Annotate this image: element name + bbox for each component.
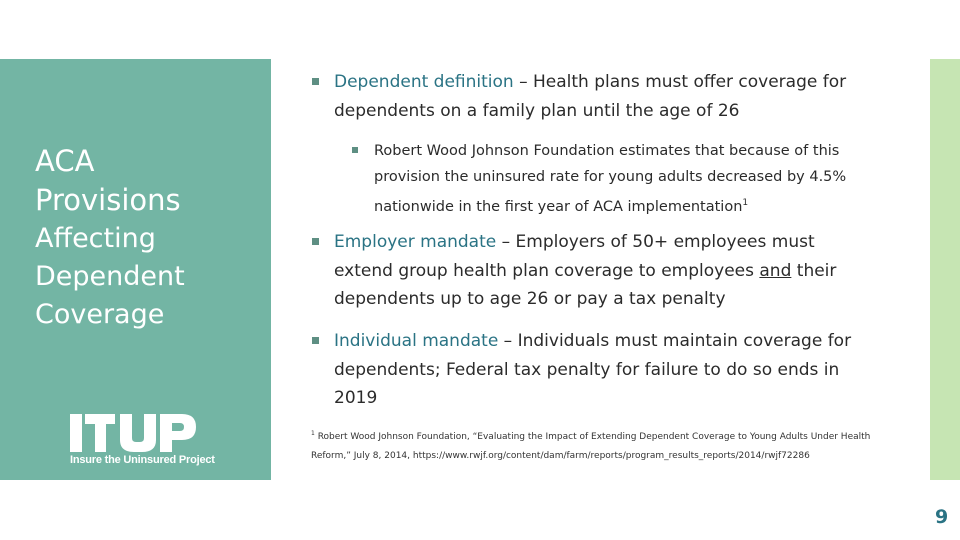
bullet-marker	[312, 78, 319, 85]
footnote-number: 1	[311, 430, 315, 437]
footnote-ref: 1	[742, 198, 749, 208]
title-line: Affecting	[35, 223, 156, 254]
page-number: 9	[935, 506, 949, 528]
bullet-term: Employer mandate	[334, 232, 497, 252]
slide-title	[35, 142, 265, 334]
underlined-word: and	[759, 260, 792, 281]
accent-bar	[930, 59, 960, 480]
title-line: Provisions	[35, 183, 181, 217]
bullet-text: – Individuals must maintain coverage for dependents; Federal tax penalty for failure to do so ends in 2019	[334, 331, 852, 408]
bullet-employer-mandate	[312, 228, 872, 314]
title-line: ACA	[35, 144, 95, 178]
logo-tagline: Insure the Uninsured Project	[70, 454, 215, 466]
bullet-text: – Employers of 50+ employees must extend group health plan coverage to employees	[334, 232, 815, 281]
bullet-individual-mandate	[312, 327, 872, 413]
footnote-text: Robert Wood Johnson Foundation, “Evaluating the Impact of Extending Dependent Coverage to Young Adults Under Health Reform,” July 8, 2014, https://www.rwjf.org/content/dam/farm/reports/program_results_reports/2014/rwjf72286	[311, 432, 871, 461]
bullet-marker	[312, 337, 319, 344]
title-line: Dependent	[35, 261, 185, 292]
title-line: Coverage	[35, 299, 165, 330]
sub-bullet-rwjf	[352, 138, 872, 220]
bullet-marker	[312, 238, 319, 245]
bullet-dependent-definition	[312, 68, 872, 125]
bullet-term: Individual mandate	[334, 331, 499, 351]
bullet-term: Dependent definition	[334, 72, 514, 92]
bullet-marker	[352, 147, 358, 153]
footnote	[311, 424, 871, 466]
bullet-text: – Health plans must offer coverage for dependents on a family plan until the age of 26	[334, 72, 847, 121]
bullet-text: their dependents up to age 26 or pay a tax penalty	[334, 260, 837, 309]
sub-bullet-text: Robert Wood Johnson Foundation estimates that because of this provision the uninsured rate for young adults decreased by 4.5% nationwide in the first year of ACA implementation	[374, 143, 847, 215]
